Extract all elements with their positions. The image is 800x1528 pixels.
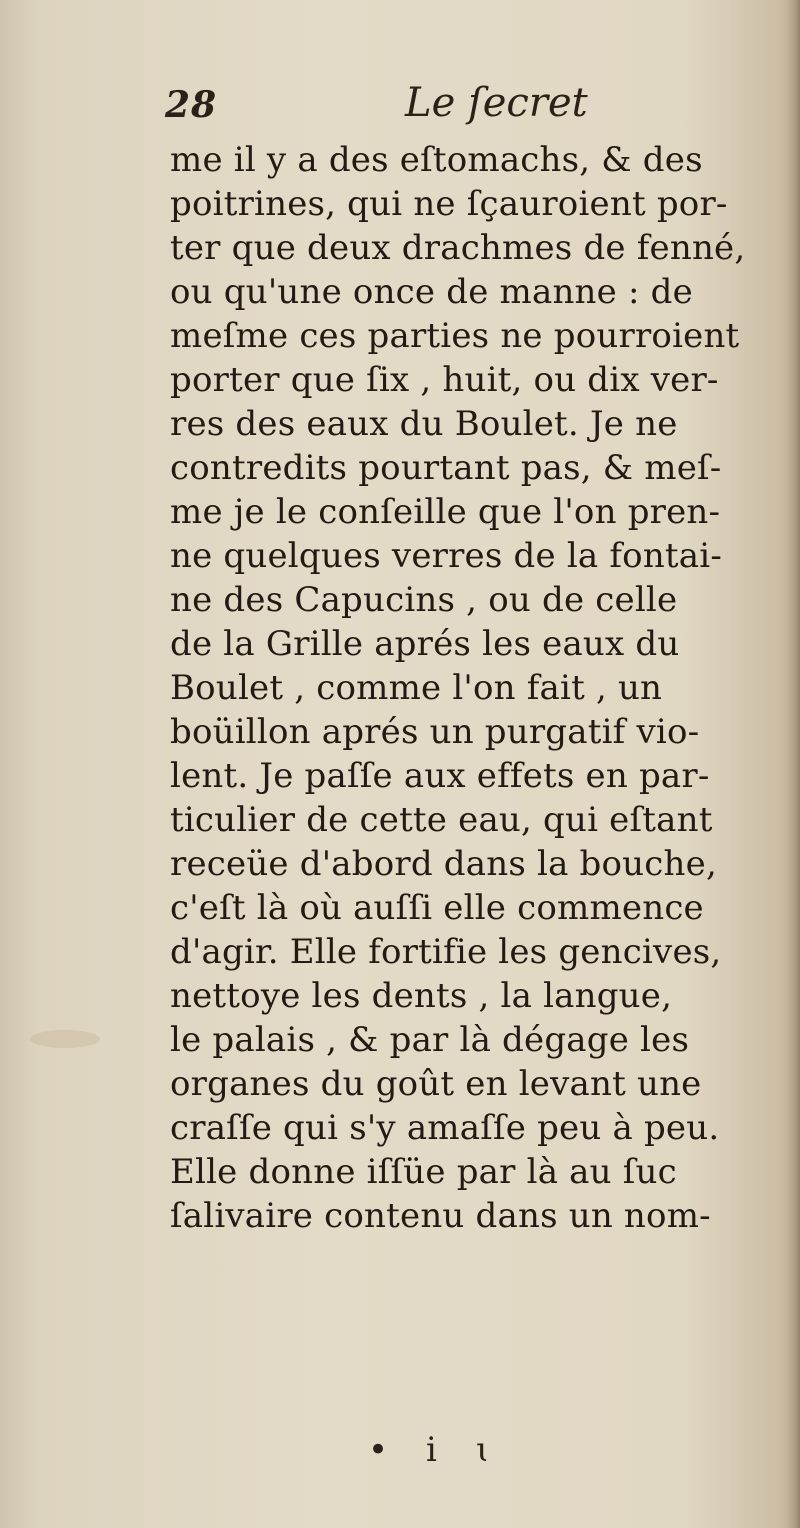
signature-mark-2: ɩ xyxy=(476,1430,490,1470)
text-line: le palais , & par là dégage les xyxy=(170,1020,690,1060)
text-line: porter que ſix , huit, ou dix ver- xyxy=(170,360,719,400)
running-title: Le ſecret xyxy=(405,80,588,126)
text-line: res des eaux du Boulet. Je ne xyxy=(170,404,678,444)
text-line: ter que deux drachmes de fenné, xyxy=(170,228,746,268)
paper-stain xyxy=(30,1030,100,1048)
text-line: lent. Je paſſe aux effets en par- xyxy=(170,756,710,796)
text-line: organes du goût en levant une xyxy=(170,1064,702,1104)
signature-marks xyxy=(340,1430,640,1480)
text-line: boüillon aprés un purgatif vio- xyxy=(170,712,700,752)
text-line: d'agir. Elle fortifie les gencives, xyxy=(170,932,722,972)
signature-mark: ⅰ xyxy=(426,1430,437,1470)
text-line: poitrines, qui ne ſçauroient por- xyxy=(170,184,728,224)
text-line: contredits pourtant pas, & meſ- xyxy=(170,448,722,488)
text-line: ne des Capucins , ou de celle xyxy=(170,580,678,620)
text-line: ticulier de cette eau, qui eſtant xyxy=(170,800,713,840)
text-line: Boulet , comme l'on fait , un xyxy=(170,668,663,708)
text-line: ſalivaire contenu dans un nom- xyxy=(170,1196,711,1236)
text-line: nettoye les dents , la langue, xyxy=(170,976,673,1016)
text-line: receüe d'abord dans la bouche, xyxy=(170,844,717,884)
text-line: craſſe qui s'y amaſſe peu à peu. xyxy=(170,1108,720,1148)
text-line: c'eſt là où auſſi elle commence xyxy=(170,888,704,928)
text-line: Elle donne iſſüe par là au ſuc xyxy=(170,1152,677,1192)
text-line: ne quelques verres de la fontai- xyxy=(170,536,723,576)
text-line: meſme ces parties ne pourroient xyxy=(170,316,740,356)
text-line: de la Grille aprés les eaux du xyxy=(170,624,680,664)
text-line: me je le conſeille que l'on pren- xyxy=(170,492,721,532)
text-line: ou qu'une once de manne : de xyxy=(170,272,693,312)
body-text xyxy=(170,138,790,1238)
text-line: me il y a des eſtomachs, & des xyxy=(170,140,703,180)
signature-dot: • xyxy=(368,1430,389,1470)
page-header xyxy=(165,80,725,136)
page-number: 28 xyxy=(165,84,218,126)
